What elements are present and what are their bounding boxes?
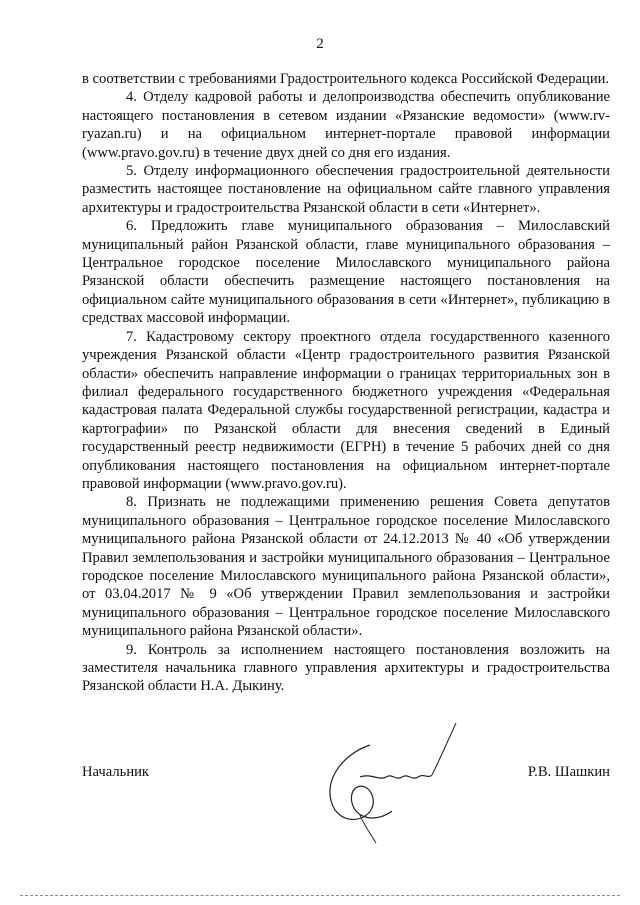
document-body — [82, 70, 610, 696]
signer-name: Р.В. Шашкин — [527, 764, 610, 780]
paragraph-item-9: 9. Контроль за исполнением настоящего постановления возложить на заместителя начальника главного управления архитектуры и градостроительства Рязанской области Н.А. Дыкину. — [82, 641, 610, 695]
paragraph-item-7: 7. Кадастровому сектору проектного отдела государственного казенного учреждения Рязанской области «Центр градостроительного развития Рязанской области» обеспечить направление информации о границах территориальных зон в филиал федерального государственного бюджетного учреждения «Федеральная кадастровая палата Федеральной службы государственной регистрации, кадастра и картографии» по Рязанской области для внесения сведений в Единый государственный реестр недвижимости (ЕГРН) в течение 5 рабочих дней со дня опубликования настоящего постановления на официальном интернет-портале правовой информации (www.pravo.gov.ru). — [82, 328, 610, 492]
paragraph-item-8: 8. Признать не подлежащими применению решения Совета депутатов муниципального образования – Центральное городское поселение Милославского муниципального района Рязанской области от 24.12.2013 № 40 «Об утверждении Правил землепользования и застройки муниципального образования – Центральное городское поселение Милославского муниципального района Рязанской области», от 03.04.2017 № 9 «Об утверждении Правил землепользования и застройки муниципального образования – Центральное городское поселение Милославского муниципального района Рязанской области». — [82, 494, 610, 640]
signature-block — [82, 760, 610, 800]
signer-position: Начальник — [82, 764, 150, 780]
paragraph-item-6: 6. Предложить главе муниципального образования – Милославский муниципальный район Рязанской области, главе муниципального образования – Центральное городское поселение Милославского муниципального района Рязанской области обеспечить размещение настоящего постановления на официальном сайте муниципального образования в сети «Интернет», публикацию в средствах массовой информации. — [82, 218, 610, 327]
page-number: 2 — [316, 36, 324, 52]
page-bottom-edge — [20, 895, 620, 896]
paragraph-item-4: 4. Отделу кадровой работы и делопроизводства обеспечить опубликование настоящего постановления в сетевом издании «Рязанские ведомости» (www.rv-ryazan.ru) и на официальном интернет-портале правовой информации (www.pravo.gov.ru) в течение двух дней со дня его издания. — [82, 89, 610, 161]
paragraph-continuation: в соответствии с требованиями Градостроительного кодекса Российской Федерации. — [82, 71, 610, 87]
paragraph-item-5: 5. Отделу информационного обеспечения градостроительной деятельности разместить настоящее постановление на официальном сайте главного управления архитектуры и градостроительства Рязанской области в сети «Интернет». — [82, 163, 610, 216]
